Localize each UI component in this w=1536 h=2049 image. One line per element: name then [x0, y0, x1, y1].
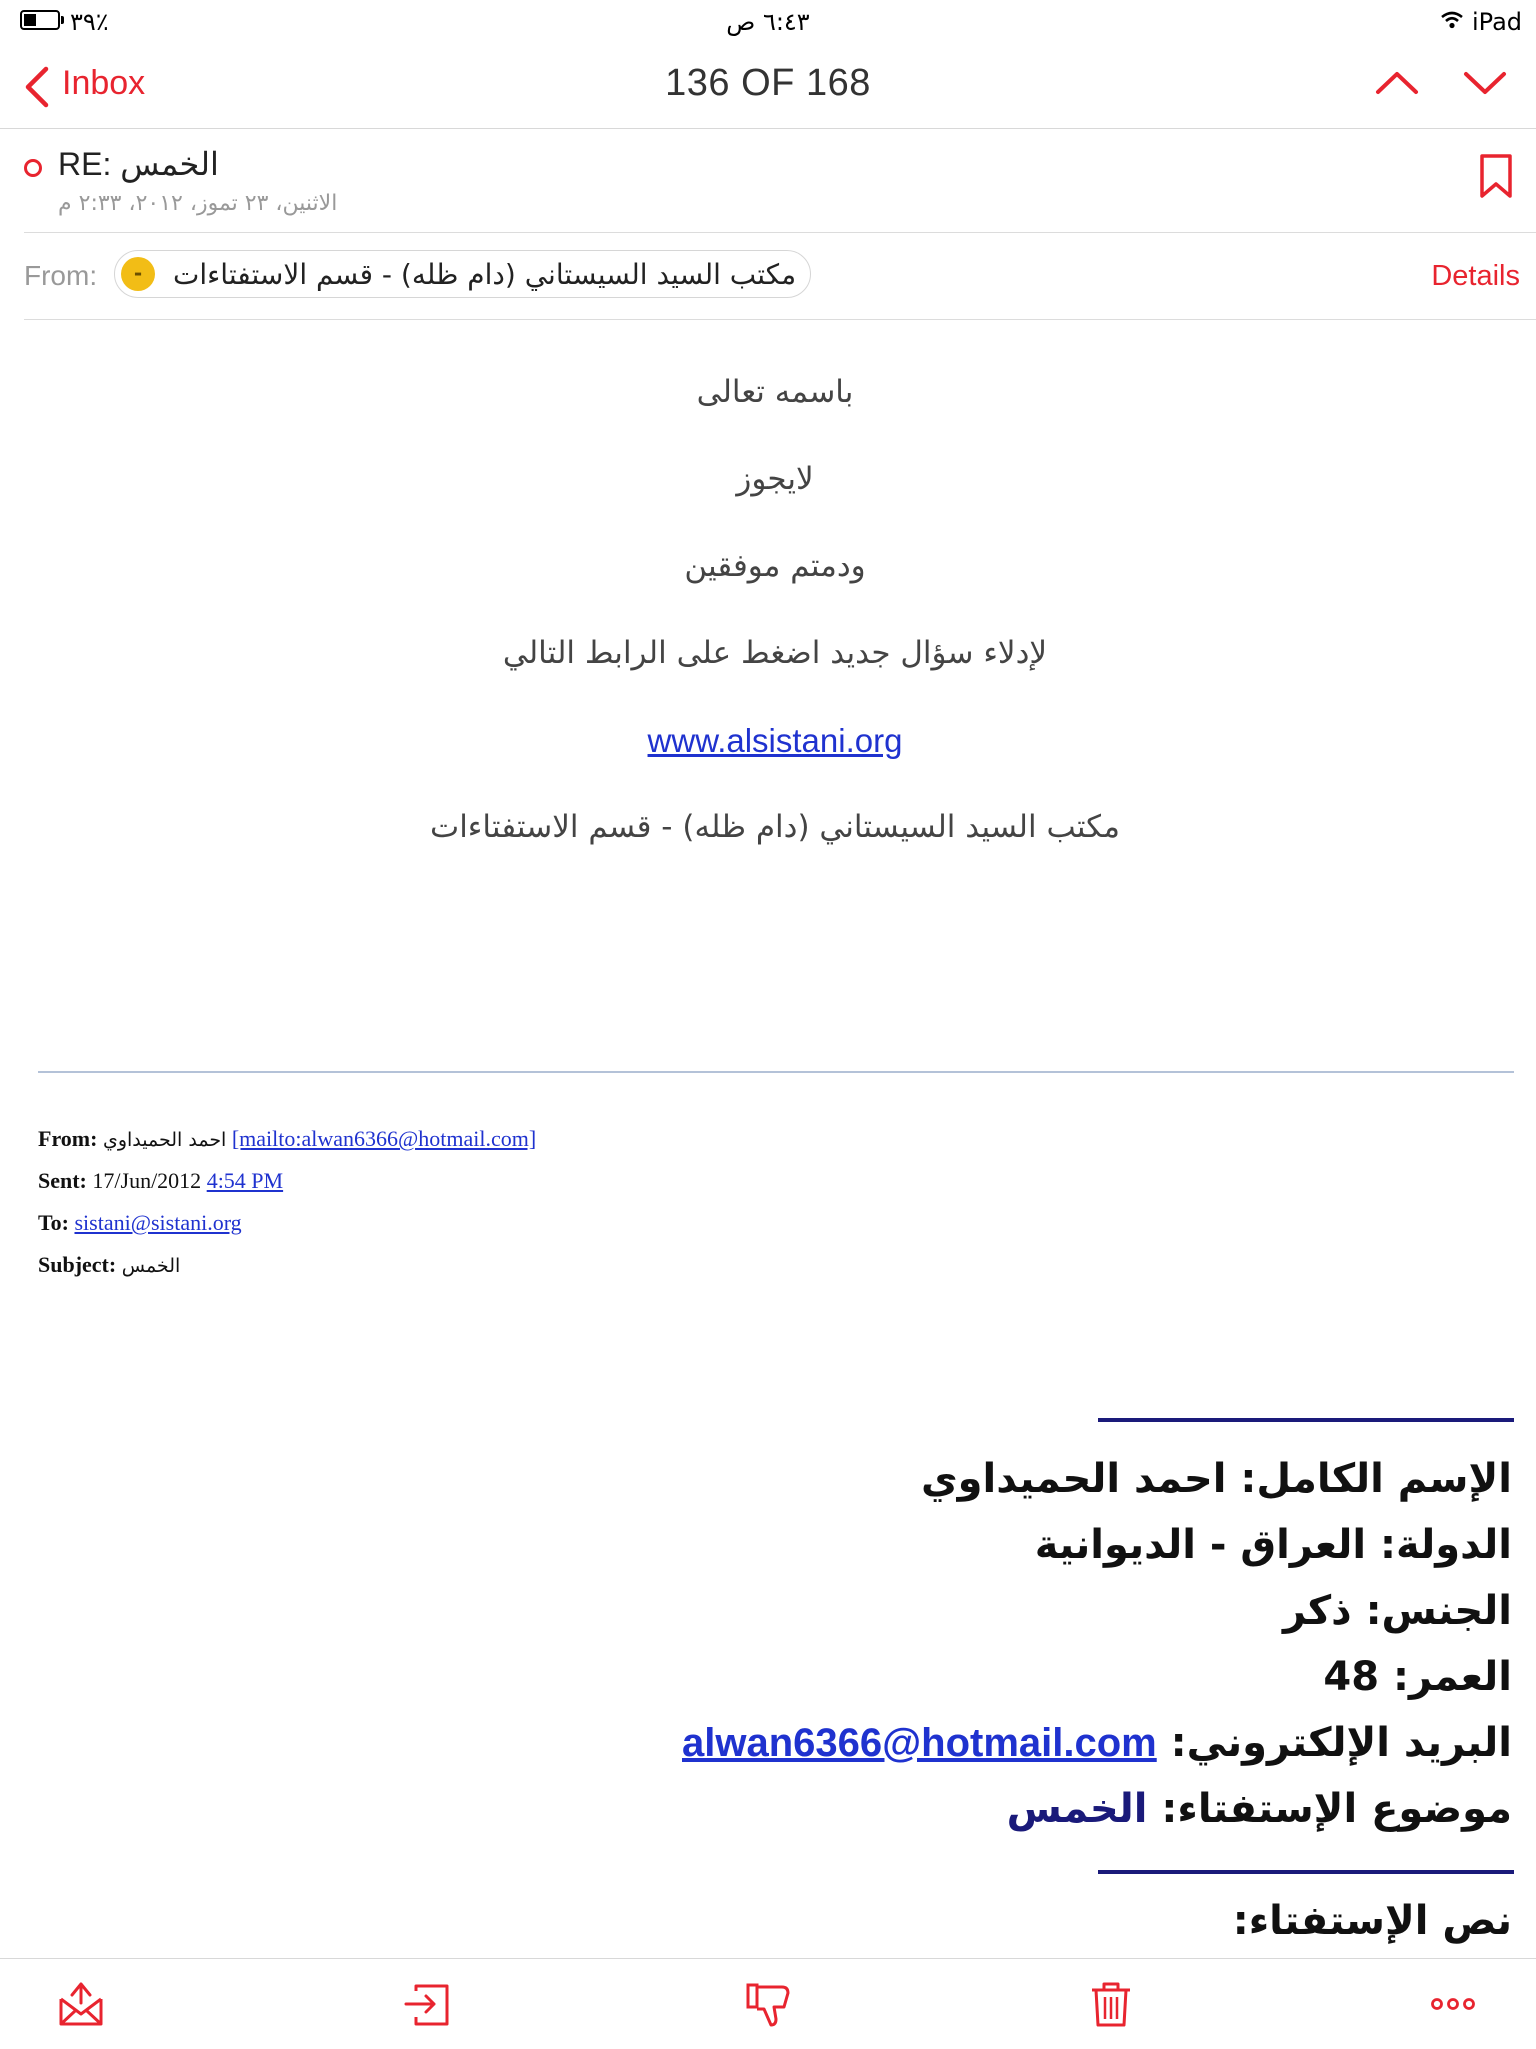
quoted-sent-date: 17/Jun/2012 [92, 1168, 202, 1193]
reply-signature: مكتب السيد السيستاني (دام ظله) - قسم الاستفتاءات [430, 809, 1120, 845]
question-heading: نص الإستفتاء: [1232, 1898, 1512, 1944]
from-divider [24, 319, 1536, 320]
field-label: الدولة: [1380, 1522, 1512, 1568]
reply-mail-icon[interactable] [56, 1979, 106, 2029]
field-label: العمر: [1392, 1654, 1512, 1700]
from-row [0, 232, 1536, 318]
quoted-mailto-link[interactable]: [mailto:alwan6366@hotmail.com] [231, 1126, 537, 1151]
field-value: احمد الحميداوي [921, 1456, 1227, 1502]
form-field-age [1323, 1654, 1512, 1700]
device-name: iPad [1472, 8, 1523, 36]
form-bottom-rule [1098, 1870, 1514, 1874]
field-value: الخمس [1006, 1786, 1148, 1832]
subject-title: RE: الخمس [58, 146, 219, 182]
email-link[interactable]: alwan6366@hotmail.com [682, 1721, 1157, 1765]
quoted-from-name: احمد الحميداوي [102, 1129, 227, 1151]
field-value: 48 [1323, 1654, 1380, 1700]
quoted-subject-label: Subject: [38, 1252, 117, 1277]
quote-separator [38, 1071, 1514, 1073]
reply-line-4: لإدلاء سؤال جديد اضغط على الرابط التالي [502, 635, 1048, 671]
quoted-sent-time-link[interactable]: 4:54 PM [206, 1168, 284, 1193]
form-field-country [1035, 1522, 1512, 1568]
details-button[interactable]: Details [1431, 260, 1520, 292]
quoted-sent-line [38, 1168, 283, 1194]
message-position: 136 OF 168 [665, 62, 871, 104]
move-to-folder-icon[interactable] [402, 1979, 452, 2029]
bottom-toolbar [0, 1958, 1536, 2049]
status-bar [0, 0, 1536, 44]
unread-indicator-icon[interactable] [24, 159, 42, 177]
reply-line-2: لايجوز [736, 461, 814, 497]
nav-bar [0, 44, 1536, 129]
form-top-rule [1098, 1418, 1514, 1422]
thumbs-down-icon[interactable] [744, 1979, 794, 2029]
quoted-sent-label: Sent: [38, 1168, 87, 1193]
wifi-icon [1440, 8, 1464, 36]
quoted-from-label: From: [38, 1126, 98, 1151]
field-value: ذكر [1282, 1588, 1352, 1634]
field-label: الجنس: [1365, 1588, 1512, 1634]
quoted-to-line [38, 1210, 242, 1236]
quoted-to-address-link[interactable]: sistani@sistani.org [74, 1210, 242, 1235]
form-field-gender [1283, 1588, 1512, 1634]
bookmark-icon[interactable] [1478, 153, 1514, 203]
status-time: ٦:٤٣ ص [726, 8, 810, 36]
form-field-full-name [921, 1456, 1512, 1502]
field-label: البريد الإلكتروني: [1170, 1720, 1512, 1766]
form-field-topic [1007, 1786, 1512, 1832]
sender-name: مكتب السيد السيستاني (دام ظله) - قسم الاستفتاءات [173, 257, 797, 291]
subject-block [0, 129, 1536, 231]
form-field-email [682, 1720, 1512, 1766]
quoted-subject-line [38, 1252, 180, 1278]
quoted-from-line [38, 1126, 536, 1152]
more-options-icon[interactable] [1428, 1979, 1478, 2029]
sender-chip[interactable] [114, 250, 811, 298]
field-value: العراق - الديوانية [1034, 1522, 1367, 1568]
previous-message-chevron-up-icon[interactable] [1374, 68, 1420, 102]
reply-line-3: ودمتم موفقين [684, 548, 866, 584]
back-to-inbox-button[interactable]: Inbox [62, 64, 146, 102]
quoted-to-label: To: [38, 1210, 69, 1235]
sender-avatar: - [121, 257, 155, 291]
subject-date: الاثنين، ٢٣ تموز، ٢٠١٢، ٢:٣٣ م [58, 191, 338, 216]
next-message-chevron-down-icon[interactable] [1462, 68, 1508, 102]
quoted-subject-value: الخمس [121, 1255, 181, 1277]
trash-icon[interactable] [1086, 1979, 1136, 2029]
website-link[interactable]: www.alsistani.org [647, 722, 903, 759]
battery-percent: ٣٩٪ [70, 8, 109, 36]
field-label: موضوع الإستفتاء: [1161, 1786, 1512, 1832]
from-label: From: [24, 260, 98, 291]
reply-line-1: باسمه تعالى [696, 374, 854, 410]
field-label: الإسم الكامل: [1240, 1456, 1512, 1502]
